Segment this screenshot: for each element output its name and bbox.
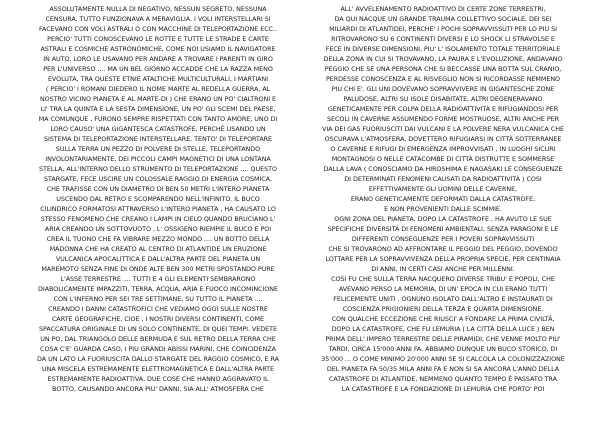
text-line: GENETICAMENTE PER COLPA DELLA RADIOATTIVITÀ E RIFUGIANDOSI PER: [327, 105, 559, 113]
text-line: PIU CHI E'. GLI UNI DOVEVANO SOPRAVVIVERE IN GIGANTESCHE ZONE: [331, 85, 555, 93]
text-line: SPECIFICHE DIVERSITÀ DI FENOMENI AMBIENTALI, SENZA PARAGONI E LE: [327, 225, 559, 233]
text-line: IN AUTO, LORO LE USAVANO PER ANDARE A TROVARE I PARENTI IN GIRO: [43, 55, 273, 63]
text-line: ALL' AVVELENAMENTO RADIOATTIVO DI CERTE ZONE TERRESTRI,: [340, 5, 546, 13]
text-line: ESTREMAMENTE RADIOATTIVA, DUE COSE CHE HANNO AGGRAVATO IL: [47, 375, 269, 383]
text-line: E NON PROVENIENTI DALLE SCIMMIE.: [384, 205, 502, 213]
text-line: ARIA CREANDO UN SOTTOVUOTO , L' OSSIGENO RIEMPIE IL BUCO E POI: [44, 225, 272, 233]
text-line: RITROVARONO SU 6 CONTINENTI DIVERSI E LO SHOCK LI STRAVOLSE E: [331, 35, 555, 43]
text-line: DI ANNI, IN CERTI CASI ANCHE PER MILLENNI.: [371, 265, 515, 273]
text-line: LORO CAUSO' UNA GIGANTESCA CATASTROFE, PERCHÈ USANDO UN: [50, 125, 266, 133]
text-line: SULLA TERRA UN PEZZO DI POLVERE DI STELLE, TELEPORTANDO: [55, 145, 261, 153]
text-line: CHE TRAFISSE CON UN DIAMETRO DI BEN 50 METRI L'INTERO PIANETA: [46, 185, 270, 193]
text-line: MADONNA CHE HA CREATO AL CENTRO DI ATLANTIDE UN ERUZIONE: [49, 245, 267, 253]
text-line: ( PERCIO' I ROMANI DIEDERO IL NOME MARTE AL REDELLA GUERRA, AL: [45, 85, 271, 93]
text-line: VULCANICA APOCALITTICA E DALL'ALTRA PARTE DEL PIANETA UN: [55, 255, 261, 263]
text-line: TARDI, CIRCA 15'000 ANNI FA. ABBIAMO DUNQUE UN BUCO STORICO, DI: [328, 345, 558, 353]
text-line: PRIMA DELL' IMPERO TERRESTRE DELLE PIRAMIDI, CHE VENNE MOLTO PIU': [325, 335, 561, 343]
text-line: CATASTROFE DI ATLANTIDE, NEMMENO QUANTO TEMPO È PASSATO TRA: [329, 375, 557, 383]
text-line: COSCIENZA PRIGIONIERI DELLA TERZA E QUARTA DIMENSIONE.: [342, 305, 544, 313]
text-line: STELLA, ALL'INTERNO DELLO STRUMENTO DI TELEPORTAZIONE .... QUESTO: [39, 165, 277, 173]
text-line: CARTE GEOGRAFICHE, CIOE , I NOSTRI DIVERSI CONTINENTI, COME: [51, 315, 265, 323]
text-line: 35'000 ... O COME MINIMO 20'000 ANNI SE SI CALCOLA LA COLONIZZAZIONE: [321, 355, 565, 363]
text-line: MONTAGNOSI O NELLE CATACOMBE DI CITTÀ DISTRUTTE E SOMMERSE: [331, 155, 555, 163]
text-line: CON L'INFERNO PER SEI TRE SETTIMANE, SU TUTTO IL PIANETA ....: [53, 295, 263, 303]
text-line: ASTRALI E COSMICHE ASTRONOMICHE, COME NOI USIAMO IL NAVIGATORE: [40, 45, 276, 53]
text-line: STESSO FENOMENO CHE CREANO I LAMPI IN CIELO QUANDO BRUCIANO L': [40, 215, 276, 223]
text-line: SECOLI IN CAVERNE ASSUMENDO FORME MOSTRUOSE, ALTRI ANCHE PER: [326, 115, 560, 123]
text-line: ERANO GENETICAMENTE DEFORMATI DALLA CATASTROFE,: [350, 195, 536, 203]
text-line: MILIARDI DI ATLANTIDEI, PERCHE' I POCHI SOPRAVVISSUTI PER LO PIU SI: [329, 25, 557, 33]
text-line: CREANDO I DANNI CATASTROFICI CHE VEDIAMO OGGI SULLE NOSTRE: [48, 305, 268, 313]
text-line: L'ASSE TERRESTRE .... TUTTI E 4 GLI ELEMENTI SEMBRARONO: [60, 275, 256, 283]
text-line: DIABOLICAMENTE IMPAZZITI, TERRA, ACQUA, ARIA E FUOCO INCOMINCIONE: [38, 285, 278, 293]
text-line: INVOLONTARIAMENTE, DEI PICCOLI CAMPI MAGNETICI DI UNA LONTANA: [45, 155, 271, 163]
text-line: UN PO, DAL TRIANGOLO DELLE BERMUDA E SUL RETRO DELLA TERRA CHE: [40, 335, 276, 343]
text-line: USCENDO DAL RETRO E SCOMPARENDO NELL'INFINITO. IL BUCO: [56, 195, 260, 203]
text-line: EVOLUTA, TRA QUESTE ETNIE ATALTICHE MULTICULTURALI, I MARTIANI: [47, 75, 269, 83]
text-line: DI DETERMINATI FENOMENI CAUSATI DA RADIOATTIVITÀ ) COSI: [344, 175, 542, 183]
text-line: ASSOLUTAMENTE NULLA DI NEGATIVO, NESSUN SEGRETO, NESSUNA: [49, 5, 267, 13]
text-line: DALLA LAVA ( CONOSCIAMO DA HIROSHIMA E NAGASAKI LE CONSEGUENZE: [323, 165, 563, 173]
text-line: O CAVERNE E RIFUGI DI EMERGENZA IMPROVVISATI , IN LUOGHI SICURI: [330, 145, 556, 153]
text-line: DOPO LA CATASTROFE, CHE FU LEMURIA ( LA CITTÀ DELLA LUCE ) BEN: [331, 325, 555, 333]
text-line: COSA C'E' GUARDA CASO, I PIU GRANDI ABISSI MARINI, CHE COINCIDENZA: [40, 345, 276, 353]
text-line: COSI FU CHE SULLA TERRA NACQUERO DIVERSE TRIBU' E POPOLI, CHE: [331, 275, 555, 283]
text-line: SPACCATURA ORIGINALE DI UN SOLO CONTINENTE, DI QUEI TEMPI. VEDETE: [39, 325, 277, 333]
text-line: LA CATASTROFE E LA FONDAZIONE DI LEMURIA CHE PORTO' POI: [341, 385, 545, 393]
text-line: LI' TRA LA QUINTA E LA SESTA DIMENSIONE, UN PO' GLI SCEMI DEL PAESE,: [40, 105, 276, 113]
text-line: FELICEMENTE UNITI . OGNUNO ISOLATO DALL'ALTRO E INSTAURATI DI: [333, 295, 553, 303]
text-line: UNA MISCELA ESTREMAMENTE ELETTROMAGNETICA E DALL'ALTRA PARTE: [42, 365, 274, 373]
text-line: PALUDOSE, ALTRI SU ISOLE DISABITATE, ALTRI DEGENERAVANO: [343, 95, 543, 103]
text-line: PERCIO' TUTTI CONOSCEVANO LE ROTTE E TUTTE LE STRADE E CARTE: [47, 35, 269, 43]
text-line: EFFETTIVAMENTE GLI UOMINI DELLE CAVERNE,: [368, 185, 518, 193]
text-line: STARGATE, FECE USCIRE UN COLOSSALE RAGGIO DI ENERGIA COSMICA,: [44, 175, 272, 183]
text-line: PERDESSE CONOSCENZA E AL RISVEGLIO NON SI RICORDASSE NEMMENO: [325, 75, 561, 83]
text-line: FECE IN DIVERSE DIMENSIONI, PIU' L' ISOLAMENTO TOTALE TERRITORIALE: [325, 45, 561, 53]
text-line: AVEVANO PERSO LA MEMORIA, DI UN' EPOCA IN CUI ERANO TUTTI: [338, 285, 548, 293]
text-line: CILINDRICO FORMATOSI ATTRAVERSO L'INTERO PIANETA , HA CAUSATO LO: [40, 205, 276, 213]
text-line: FACEVANO CON VOLI ASTRALI O CON MACCHINE DI TELEPORTAZIONE ECC..: [38, 25, 278, 33]
text-line: DIFFERENTI CONSEGUENZE PER I POVERI SOPRAVVISSUTI: [351, 235, 535, 243]
text-line: CENSURA, TUTTO FUNZIONAVA A MERAVIGLIA. I VOLI INTERSTELLARI SI: [45, 15, 271, 23]
text-line: SISTEMA DI TELEPORTAZIONE INTERSTELLARE, TENTO' DI TELEPORTARE: [43, 135, 273, 143]
text-line: DA QUI NACQUE UN GRANDE TRAUMA COLLETTIVO SOCIALE, DEI SEI: [334, 15, 552, 23]
text-line: VIA DEI GAS FUORIUSCITI DAI VULCANI E LA POLVERE NERA VULCANICA CHE: [322, 125, 564, 133]
text-line: OGNI ZONA DEL PIANETA, DOPO LA CATASTROFE , HA AVUTO LE SUE: [334, 215, 552, 223]
text-line: DA UN LATO LA FUORIUSCITA DALLO STARGATE DEL RAGGIO COSMICO, E RA: [37, 355, 279, 363]
text-line: OSCURAVA L'ATMOSFERA, DOVETTERO RIFUGIARSI IN CITTÀ SOTTERRANEE: [324, 135, 562, 143]
text-line: CREA IL TUONO CHE FA VIBRARE MEZZO MONDO .... UN BOTTO DELLA: [46, 235, 270, 243]
text-line: BOTTO, CAUSANDO ANCORA PIU' DANNI, SIA ALL' ATMOSFERA CHE: [52, 385, 264, 393]
text-line: DELLA ZONA IN CUI SI TROVAVANO, LA PAURA E L'EVOLUZIONE, ANDAVANO: [323, 55, 563, 63]
text-line: LOTTARE PER LA SOPRAVVIVENZA DELLA PROPRIA SPECIE, PER CENTINAIA: [325, 255, 561, 263]
text-line: PER L'UNIVERSO .... MA UN BEL GIORNO ACCADDE CHE LA RAZZA MENO: [43, 65, 273, 73]
text-line: MA COMUNQUE , FURONO SEMPRE RISPETTATI CON TANTO AMORE, UNO DI: [38, 115, 278, 123]
text-line: CON QUALCHE ECCEZIONE CHE RIUSCI' A FONDARE LA PRIMA CIVILTÀ,: [331, 315, 555, 323]
text-line: CHE SI TROVARONO AD AFFRONTARE IL PEGGIO DEL PEGGIO, DOVENDO: [328, 245, 558, 253]
text-line: NOSTRO VICINO PIANETA E AL MARTE-DI ) CHE ERANO UN PO' CIALTRONI E: [39, 95, 277, 103]
text-line: MAREMOTO SENZA FINE DI ONDE ALTE BEN 300 METRI SPOSTANDO PURE: [41, 265, 275, 273]
right-text-column: [315, 0, 571, 394]
text-line: DEL PIANETA FA 50/35 MILA ANNI FA E NON SI SA ANCORA L'ANNO DELLA: [326, 365, 560, 373]
text-line: PEGGIO CHE SE UNA PERSONA CHE SI BECCASSE UNA BOTTA SUL CRANIO,: [324, 65, 562, 73]
left-text-column: [30, 0, 286, 394]
